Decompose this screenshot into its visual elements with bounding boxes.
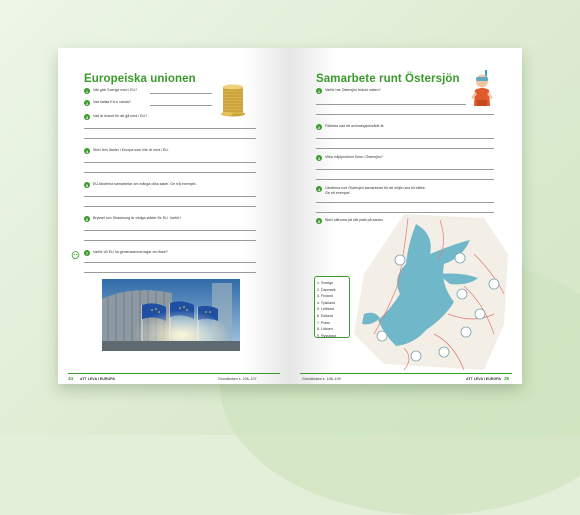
answer-line[interactable]: [316, 212, 494, 213]
question-text: Bryssel och Strasbourg är viktiga städer för EU. Varför?: [93, 216, 182, 220]
answer-line[interactable]: [84, 128, 256, 129]
answer-line[interactable]: [316, 202, 494, 203]
footer-section-label: ATT LEVA I EUROPA: [80, 376, 116, 381]
legend-item: 5. Lettland: [317, 307, 334, 312]
question-text: EU-länderna samarbetar om många olika saker. Ge två exempel.: [93, 182, 197, 186]
question-number: 5: [85, 182, 89, 188]
answer-line[interactable]: [150, 93, 212, 94]
question-4-continued: [325, 191, 350, 196]
eu-parliament-photo: [102, 279, 240, 351]
question-number: 4: [85, 148, 89, 154]
question-number: 1: [317, 88, 321, 94]
question-text: Vad är kravet för att gå med i EU?: [93, 114, 148, 118]
question-number: 7: [85, 250, 89, 256]
question-text: Ge ett exempel.: [325, 191, 351, 195]
right-page-footer: [290, 371, 522, 384]
footer-rule: [68, 373, 280, 374]
answer-line[interactable]: [316, 114, 494, 115]
left-page-title: Europeiska unionen: [84, 73, 196, 85]
question-number: 6: [85, 216, 89, 222]
question-1: [84, 88, 137, 94]
answer-line[interactable]: [84, 262, 256, 263]
question-text: Länderna runt Östersjön samarbetar för att miljön ska bli bättre.: [325, 186, 426, 190]
page-number: 35: [504, 376, 510, 381]
answer-line[interactable]: [150, 105, 212, 106]
discussion-icon: [71, 247, 80, 265]
country-legend: [314, 276, 350, 338]
footer-rule: [300, 373, 512, 374]
question-text: När gick Sverige med i EU?: [93, 88, 138, 92]
answer-line[interactable]: [84, 196, 256, 197]
snorkel-boy-illustration: [470, 70, 494, 108]
legend-item: 8. Litauen: [317, 327, 333, 332]
question-text: Vilka miljöproblem finns i Östersjön?: [325, 155, 383, 159]
legend-item: 9. Ryssland: [317, 333, 336, 338]
question-2: [84, 100, 131, 106]
answer-line[interactable]: [84, 138, 256, 139]
answer-line[interactable]: [316, 148, 494, 149]
answer-line[interactable]: [316, 169, 494, 170]
question-2: [316, 124, 385, 130]
legend-item: 2. Danmark: [317, 287, 336, 292]
question-number: 4: [317, 186, 321, 192]
legend-item: 4. Tyskland: [317, 300, 336, 305]
footer-section-label: ATT LEVA I EUROPA: [466, 376, 502, 381]
question-text: Varför vill EU ha gemensamma lagar om fiske?: [93, 250, 168, 254]
question-number: 3: [85, 114, 89, 120]
coin-stack-illustration: [218, 81, 248, 117]
left-page: [58, 48, 290, 384]
answer-line[interactable]: [84, 230, 256, 231]
question-text: Varför har Östersjön bräckt vatten?: [325, 88, 381, 92]
answer-line[interactable]: [316, 104, 466, 105]
question-5: [84, 182, 196, 188]
question-4: [84, 148, 169, 154]
page-number: 34: [68, 376, 74, 381]
footer-reference: Grundboken s. 106–107: [218, 376, 257, 381]
question-text: Vad kallas EU:s valuta?: [93, 100, 131, 104]
question-number: 1: [85, 88, 89, 94]
footer-reference: Grundboken s. 108–109: [302, 376, 341, 381]
question-6: [84, 216, 181, 222]
answer-line[interactable]: [84, 206, 256, 207]
legend-item: 3. Finland: [317, 294, 333, 299]
right-page: [290, 48, 522, 384]
question-text: Skriv siffrorna på rätt plats på kartan.: [325, 218, 384, 222]
question-number: 3: [317, 155, 321, 161]
question-text: Skriv fem länder i Europa som inte är med i EU.: [93, 148, 169, 152]
answer-line[interactable]: [316, 138, 494, 139]
left-page-footer: [58, 371, 290, 384]
right-page-title: Samarbete runt Östersjön: [316, 73, 460, 85]
question-1: [316, 88, 381, 94]
answer-line[interactable]: [84, 240, 256, 241]
question-3: [316, 155, 383, 161]
question-7: [84, 250, 168, 256]
answer-line[interactable]: [84, 172, 256, 173]
question-number: 2: [85, 100, 89, 106]
legend-item: 7. Polen: [317, 320, 331, 325]
question-number: 2: [317, 124, 321, 130]
answer-line[interactable]: [316, 179, 494, 180]
legend-item: 1. Sverige: [317, 281, 334, 285]
answer-line[interactable]: [84, 272, 256, 273]
question-text: Förklara vad ett avrinningsområde är.: [325, 124, 385, 128]
legend-item: 6. Estland: [317, 313, 333, 318]
question-number: 5: [317, 218, 321, 224]
question-3: [84, 114, 147, 120]
answer-line[interactable]: [84, 162, 256, 163]
workbook-spread: [58, 48, 522, 384]
baltic-sea-map: [344, 214, 512, 372]
